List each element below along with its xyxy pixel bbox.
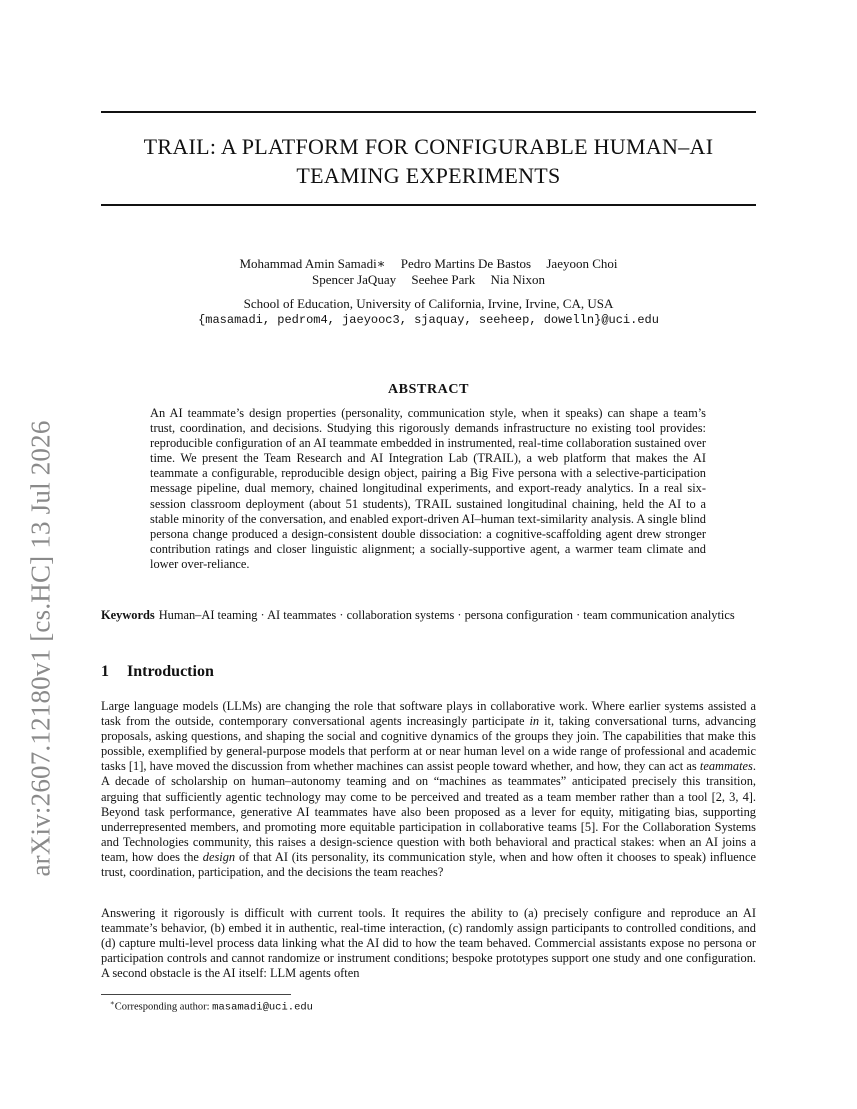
arxiv-identifier-text: arXiv:2607.12180v1 [cs.HC] 13 Jul 2026 [25, 419, 56, 877]
paragraph-text: of that AI (its personality, its communication style, when and how often it chooses to speak) influence trust, coordination, participation, and the decisions the team reaches? [101, 849, 756, 880]
section-heading [101, 663, 756, 681]
author-line-2 [101, 272, 756, 288]
paragraph-text: Large language models (LLMs) are changing the role that software plays in collaborative work. Where earlier systems assisted a task from the outside, contemporary conversational agents increasingly participate [101, 699, 756, 729]
emphasis: in [529, 714, 540, 729]
author-name: Pedro Martins De Bastos [400, 256, 532, 271]
keywords-text: Human–AI teaming · AI teammates · collaboration systems · persona configuration · team communication analytics [158, 608, 735, 622]
arxiv-identifier [20, 408, 62, 888]
abstract-heading: ABSTRACT [387, 382, 470, 397]
footnote-marker: ∗ [110, 999, 115, 1007]
author-name: Spencer JaQuay [311, 272, 397, 287]
paragraph-text: it, taking conversational turns, advancing proposals, asking questions, and shaping the social and cognitive dynamics of the groups they join. The capabilities that make this possible, exemplified by general-purpose models that perform at or near human level on a wide range of professional and academic tasks [1], have moved the discussion from whether machines can assist people toward whether, and how, they can act as [101, 714, 756, 774]
emphasis: teammates [699, 759, 753, 774]
author-name: Mohammad Amin Samadi∗ [239, 256, 386, 271]
section-number: 1 [101, 663, 109, 680]
title-rule-bottom [101, 204, 756, 206]
author-name: Seehee Park [411, 272, 476, 287]
paragraph-text: . A decade of scholarship on human–autonomy teaming and on “machines as teammates” anticipated precisely this transition, arguing that sufficiently agentic technology may come to be perceived and treated as a team member rather than a tool [2, 3, 4]. Beyond task performance, generative AI teammates have also been proposed as a lever for equity, mitigating bias, supporting underrepresented members, and promoting more equitable participation in collaborative teams [5]. For the Collaboration Systems and Technologies community, this raises a design-science question with both behavioral and practical stakes: when an AI joins a team, how does the [101, 759, 756, 864]
author-line-1 [101, 256, 756, 272]
abstract-body: An AI teammate’s design properties (personality, communication style, when it speaks) can shape a team’s trust, coordination, and decisions. Studying this rigorously demands infrastructure no existing tool provides: reproducible configuration of an AI teammate embedded in instrumented, real-time collaboration sustained over time. We present the Team Research and AI Integration Lab (TRAIL), a web platform that makes the AI teammate a configurable, reproducible design object, pairing a Big Five persona with a selective-participation message pipeline, dual memory, chained longitudinal experiments, and export-ready analytics. In a real six-session classroom deployment (about 51 students), TRAIL sustained longitudinal chaining, held the AI to a stable minority of the conversation, and enabled export-driven AI–human text-similarity analysis. A single blind persona change produced a design-consistent double dissociation: a cognitive-scaffolding agent drew stronger contribution ratings and closer linguistic alignment; a socially-supportive agent, a warmer team climate and lower over-reliance. [150, 406, 706, 571]
keywords-label: Keywords [101, 608, 155, 622]
author-name: Jaeyoon Choi [546, 256, 618, 271]
affiliation-block [101, 296, 756, 328]
author-emails: {masamadi, pedrom4, jaeyooc3, sjaquay, seeheep, dowelln}@uci.edu [198, 313, 659, 327]
author-name: Nia Nixon [490, 272, 546, 287]
title-line-2: TEAMING EXPERIMENTS [296, 163, 561, 188]
intro-paragraph-1 [101, 699, 756, 880]
section-title: Introduction [127, 663, 214, 680]
emphasis: design [202, 849, 236, 864]
author-list [101, 256, 756, 288]
paper-title [101, 132, 756, 190]
intro-paragraph-2: Answering it rigorously is difficult with current tools. It requires the ability to (a) precisely configure and reproduce an AI teammate’s behavior, (b) embed it in authentic, real-time interaction, (c) randomly assign participants to controlled conditions, and (d) capture multi-level process data linking what the AI did to how the team behaved. Commercial assistants expose no persona or participation controls and cannot randomize or instrument conditions; bespoke prototypes support one study and one configuration. A second obstacle is the AI itself: LLM agents often [101, 906, 756, 981]
affiliation: School of Education, University of California, Irvine, Irvine, CA, USA [243, 296, 614, 311]
footnote-email: masamadi@uci.edu [212, 1001, 313, 1014]
title-line-1: TRAIL: A PLATFORM FOR CONFIGURABLE HUMAN–AI [143, 134, 714, 159]
footnote-rule [101, 994, 291, 995]
footnote-label: Corresponding author: [114, 1001, 213, 1013]
keywords [101, 607, 756, 623]
footnote [110, 997, 750, 1015]
title-rule-top [101, 111, 756, 113]
